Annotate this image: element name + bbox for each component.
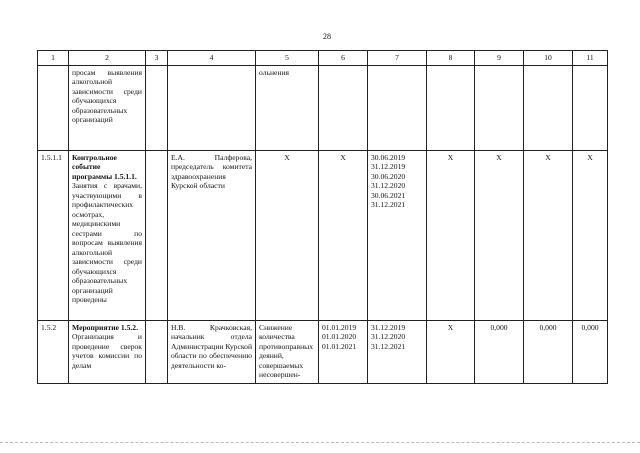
cell-empty bbox=[146, 151, 168, 321]
header-row bbox=[38, 51, 608, 66]
cell-value bbox=[524, 66, 573, 151]
cell-value bbox=[427, 66, 475, 151]
cell-value: Х bbox=[475, 151, 524, 321]
col-header: 1 bbox=[38, 51, 69, 66]
cell-responsible: Н.В. Крачковская, начальник отдела Администрации Курской области по обеспечению деятельности ко- bbox=[168, 321, 256, 384]
col-header: 6 bbox=[319, 51, 368, 66]
page-number: 28 bbox=[323, 32, 331, 41]
cell-empty bbox=[146, 66, 168, 151]
cell-end-date: 31.12.2019 31.12.2020 31.12.2021 bbox=[368, 321, 427, 384]
cell-number bbox=[38, 66, 69, 151]
col-header: 8 bbox=[427, 51, 475, 66]
cell-description bbox=[69, 151, 146, 321]
cell-number: 1.5.2 bbox=[38, 321, 69, 384]
event-body: Занятия с врачами, участвующими в профилактических осмотрах, медицинскими сестрами по вопросам выявления алкогольной зависимости среди обучающихся образовательных организаций проведены bbox=[72, 181, 142, 305]
cell-result: Х bbox=[256, 151, 319, 321]
cell-start-date: 01.01.2019 01.01.2020 01.01.2021 bbox=[319, 321, 368, 384]
cell-start-date: Х bbox=[319, 151, 368, 321]
program-table bbox=[37, 50, 608, 384]
cell-description bbox=[69, 321, 146, 384]
cell-start-date bbox=[319, 66, 368, 151]
col-header: 2 bbox=[69, 51, 146, 66]
col-header: 4 bbox=[168, 51, 256, 66]
col-header: 3 bbox=[146, 51, 168, 66]
event-title: Контрольное событие программы 1.5.1.1. bbox=[72, 153, 137, 181]
table-row bbox=[38, 66, 608, 151]
col-header: 10 bbox=[524, 51, 573, 66]
col-header: 7 bbox=[368, 51, 427, 66]
col-header: 5 bbox=[256, 51, 319, 66]
table-row bbox=[38, 321, 608, 384]
cell-responsible bbox=[168, 66, 256, 151]
cell-value: 0,000 bbox=[573, 321, 608, 384]
cell-end-date: 30.06.2019 31.12.2019 30.06.2020 31.12.2020 30.06.2021 31.12.2021 bbox=[368, 151, 427, 321]
cell-result: ольнения bbox=[256, 66, 319, 151]
cell-responsible: Е.А. Палферова, председатель комитета здравоохранения Курской области bbox=[168, 151, 256, 321]
cell-value: Х bbox=[427, 151, 475, 321]
cell-value: Х bbox=[524, 151, 573, 321]
event-body: Организация и проведение сверок учетов комиссии по делам bbox=[72, 332, 142, 370]
col-header: 11 bbox=[573, 51, 608, 66]
cell-number: 1.5.1.1 bbox=[38, 151, 69, 321]
cell-empty bbox=[146, 321, 168, 384]
cell-value: 0,000 bbox=[524, 321, 573, 384]
table-row bbox=[38, 151, 608, 321]
cell-value: Х bbox=[573, 151, 608, 321]
cell-value: Х bbox=[427, 321, 475, 384]
cell-value bbox=[573, 66, 608, 151]
cell-value bbox=[475, 66, 524, 151]
cell-value: 0,000 bbox=[475, 321, 524, 384]
event-title: Мероприятие 1.5.2. bbox=[72, 323, 139, 332]
page-bottom-edge bbox=[0, 442, 640, 443]
cell-description: просам выявления алкогольной зависимости среди обучающихся образовательных организаций bbox=[69, 66, 146, 151]
cell-end-date bbox=[368, 66, 427, 151]
cell-result: Снижение количества противоправных деяний, совершаемых несовершен- bbox=[256, 321, 319, 384]
col-header: 9 bbox=[475, 51, 524, 66]
